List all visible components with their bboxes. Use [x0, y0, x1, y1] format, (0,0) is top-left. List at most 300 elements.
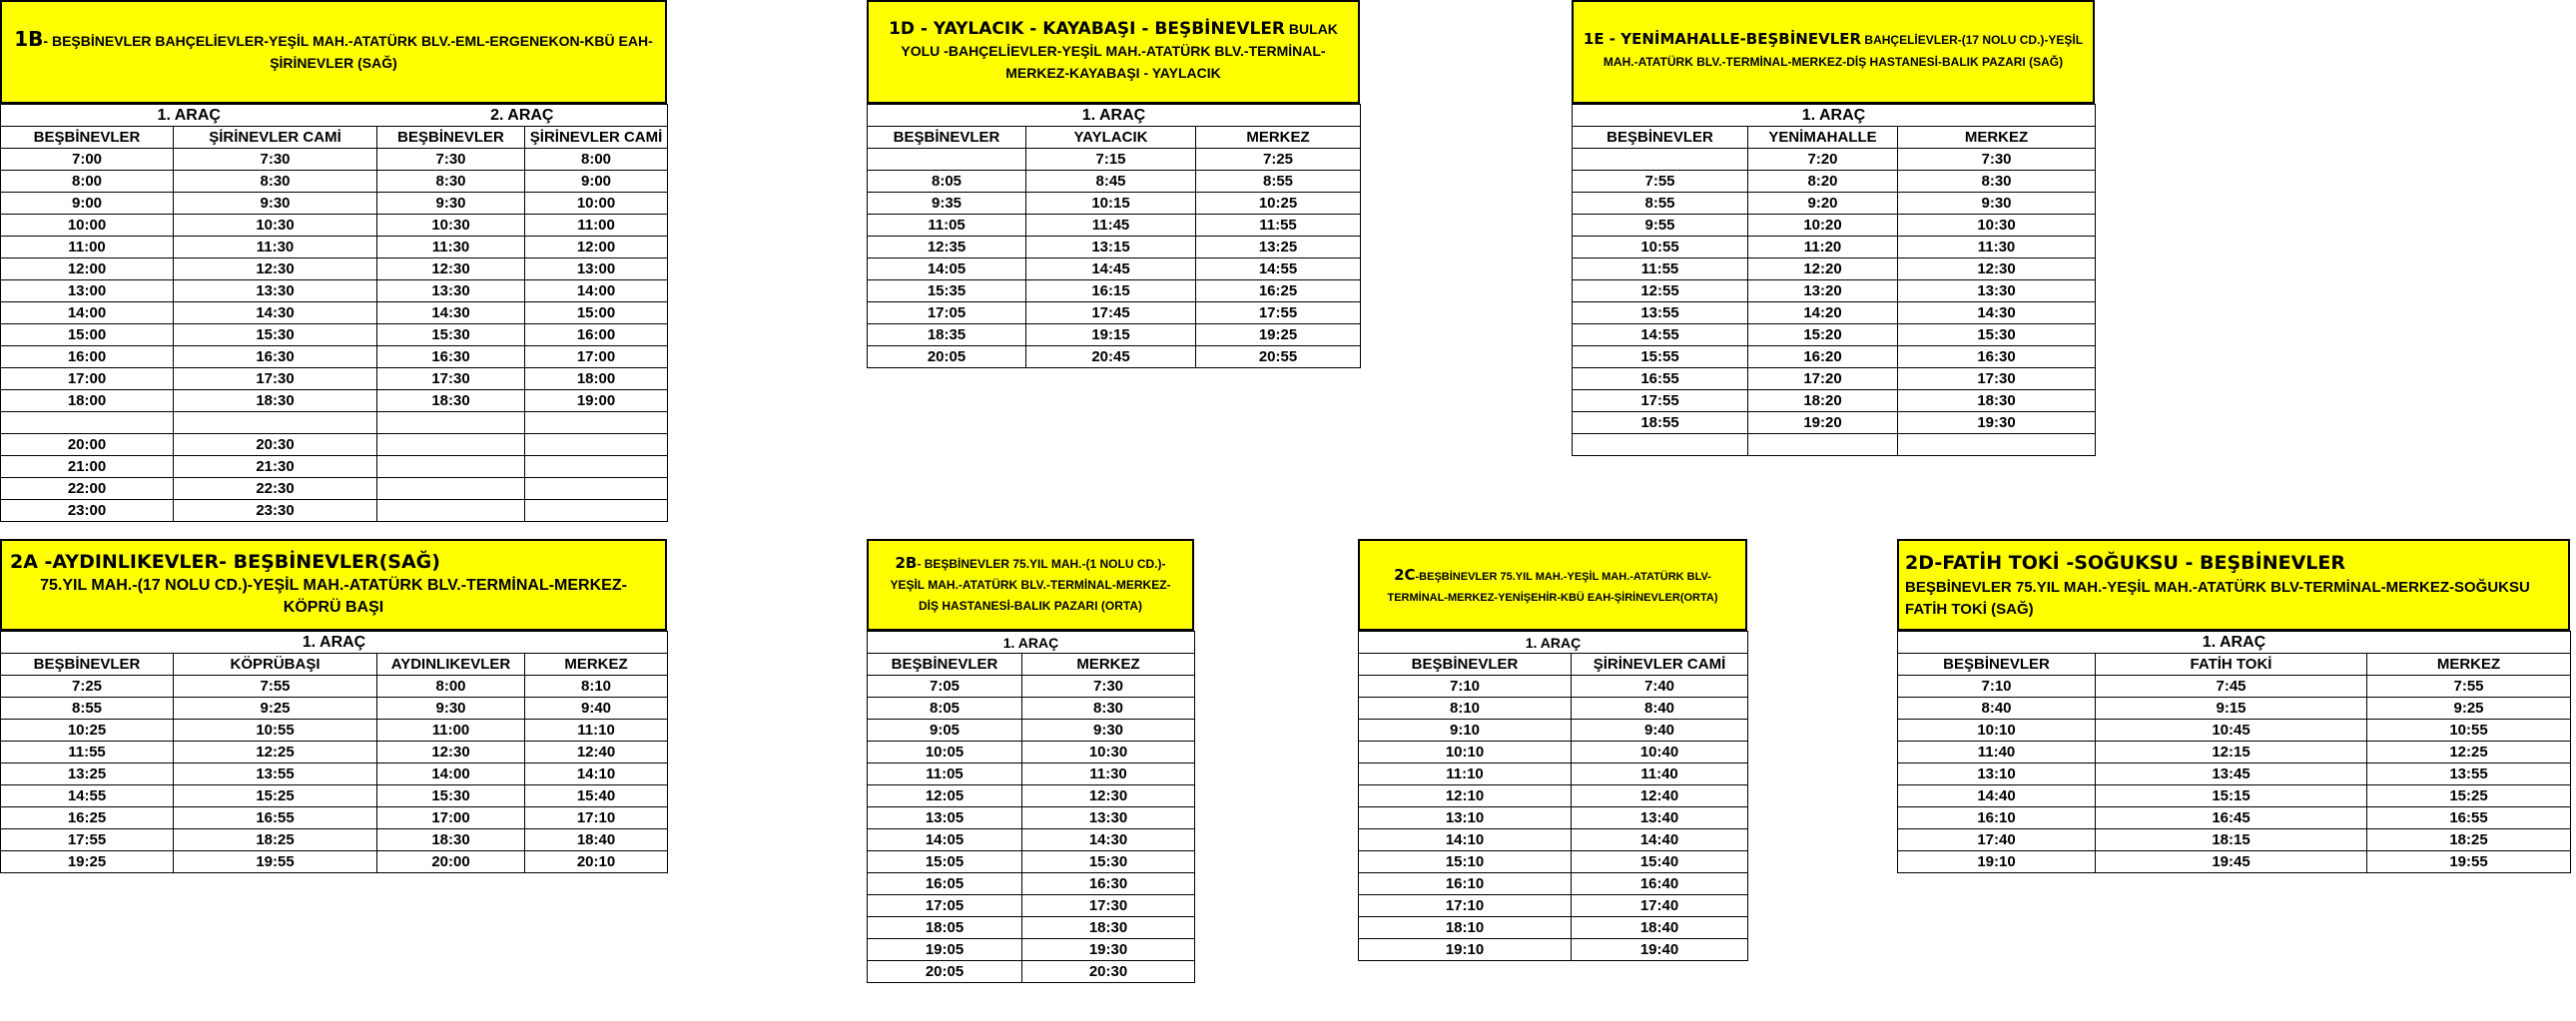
time-cell: 17:30: [174, 368, 377, 390]
schedule-row: [1359, 676, 1748, 698]
column-header: MERKEZ: [1022, 654, 1195, 676]
time-cell: 18:30: [377, 390, 525, 412]
time-cell: 9:25: [174, 698, 377, 720]
route-description: 75.YIL MAH.-(17 NOLU CD.)-YEŞİL MAH.-ATATÜRK BLV.-TERMİNAL-MERKEZ-KÖPRÜ BAŞI: [40, 577, 627, 616]
time-cell: 19:30: [1898, 412, 2096, 434]
schedule-row: [868, 215, 1361, 237]
time-cell: 13:45: [2096, 764, 2367, 785]
time-cell: 19:00: [525, 390, 668, 412]
time-cell: 9:30: [377, 193, 525, 215]
schedule-row: [868, 258, 1361, 280]
time-cell: 7:55: [174, 676, 377, 698]
time-cell: 8:55: [1, 698, 174, 720]
time-cell: 15:25: [174, 785, 377, 807]
time-cell: 11:05: [868, 215, 1026, 237]
time-cell: 12:25: [174, 742, 377, 764]
column-header: BEŞBİNEVLER: [1359, 654, 1572, 676]
schedule-row: [1573, 368, 2096, 390]
time-cell: 9:30: [1898, 193, 2096, 215]
time-cell: [1573, 149, 1748, 171]
time-cell: 10:55: [174, 720, 377, 742]
time-cell: 15:10: [1359, 851, 1572, 873]
time-cell: 18:30: [174, 390, 377, 412]
schedule-row: [1, 193, 668, 215]
schedule-row: [1573, 237, 2096, 258]
route-title: 2D-FATİH TOKİ -SOĞUKSU - BEŞBİNEVLER: [1905, 552, 2346, 574]
time-cell: 18:25: [2367, 829, 2571, 851]
schedule-row: [1898, 720, 2571, 742]
time-cell: 15:35: [868, 280, 1026, 302]
column-header: BEŞBİNEVLER: [1573, 127, 1748, 149]
time-cell: 8:40: [1898, 698, 2096, 720]
schedule-row: [1, 742, 668, 764]
schedule-row: [1573, 434, 2096, 456]
time-cell: 21:30: [174, 456, 377, 478]
time-cell: 15:15: [2096, 785, 2367, 807]
schedule-row: [868, 895, 1195, 917]
timetable-2a-header: [0, 539, 667, 631]
time-cell: 14:30: [377, 302, 525, 324]
timetable-2c-header: [1358, 539, 1747, 631]
column-header: AYDINLIKEVLER: [377, 654, 525, 676]
schedule-row: [1359, 807, 1748, 829]
column-header: YENİMAHALLE: [1748, 127, 1898, 149]
timetable-1d-header: [867, 0, 1360, 104]
time-cell: 10:30: [1022, 742, 1195, 764]
time-cell: 7:45: [2096, 676, 2367, 698]
schedule-row: [868, 149, 1361, 171]
column-headers: [1, 127, 668, 149]
column-header: FATİH TOKİ: [2096, 654, 2367, 676]
time-cell: 9:30: [174, 193, 377, 215]
column-headers: [868, 127, 1361, 149]
time-cell: 8:30: [377, 171, 525, 193]
time-cell: 14:05: [868, 829, 1022, 851]
vehicle-label: 1. ARAÇ: [1, 632, 668, 654]
time-cell: 20:30: [174, 434, 377, 456]
time-cell: [525, 456, 668, 478]
time-cell: 11:55: [1196, 215, 1361, 237]
time-cell: 20:10: [525, 851, 668, 873]
column-headers: [868, 654, 1195, 676]
route-description-3: MERKEZ-KAYABAŞI - YAYLACIK: [1005, 65, 1221, 81]
schedule-row: [1, 785, 668, 807]
schedule-table: [1897, 631, 2571, 873]
time-cell: 16:10: [1898, 807, 2096, 829]
time-cell: 16:25: [1, 807, 174, 829]
time-cell: 9:35: [868, 193, 1026, 215]
time-cell: 15:40: [1572, 851, 1748, 873]
time-cell: 15:00: [1, 324, 174, 346]
time-cell: 10:55: [2367, 720, 2571, 742]
time-cell: 14:30: [174, 302, 377, 324]
time-cell: 8:55: [1573, 193, 1748, 215]
route-description-1: -BEŞBİNEVLER 75.YIL MAH.-YEŞİL MAH.-ATATÜRK BLV-: [1415, 571, 1711, 583]
time-cell: 13:00: [525, 258, 668, 280]
time-cell: 7:30: [377, 149, 525, 171]
time-cell: [868, 149, 1026, 171]
route-description-1: BULAK: [1288, 21, 1338, 37]
time-cell: 9:55: [1573, 215, 1748, 237]
time-cell: 9:00: [1, 193, 174, 215]
time-cell: 20:45: [1026, 346, 1196, 368]
time-cell: 20:05: [868, 346, 1026, 368]
time-cell: 16:30: [174, 346, 377, 368]
schedule-row: [868, 676, 1195, 698]
time-cell: 10:00: [1, 215, 174, 237]
time-cell: 12:30: [1022, 785, 1195, 807]
time-cell: 13:20: [1748, 280, 1898, 302]
schedule-row: [1359, 698, 1748, 720]
schedule-row: [1, 368, 668, 390]
time-cell: 16:10: [1359, 873, 1572, 895]
time-cell: 18:00: [1, 390, 174, 412]
time-cell: 16:55: [174, 807, 377, 829]
column-header: BEŞBİNEVLER: [1898, 654, 2096, 676]
time-cell: 14:40: [1572, 829, 1748, 851]
schedule-row: [1573, 302, 2096, 324]
schedule-row: [1898, 764, 2571, 785]
schedule-row: [1, 720, 668, 742]
time-cell: 8:30: [1022, 698, 1195, 720]
time-cell: 17:55: [1196, 302, 1361, 324]
time-cell: 11:00: [377, 720, 525, 742]
time-cell: 23:00: [1, 500, 174, 522]
time-cell: 15:30: [377, 324, 525, 346]
time-cell: 8:30: [1898, 171, 2096, 193]
time-cell: 19:20: [1748, 412, 1898, 434]
time-cell: 17:10: [1359, 895, 1572, 917]
time-cell: 8:30: [174, 171, 377, 193]
schedule-row: [1898, 698, 2571, 720]
schedule-row: [1, 698, 668, 720]
route-title: 1E - YENİMAHALLE-BEŞBİNEVLER: [1583, 30, 1862, 48]
time-cell: 11:00: [525, 215, 668, 237]
time-cell: 9:30: [1022, 720, 1195, 742]
schedule-row: [1, 346, 668, 368]
timetable-2b-header: [867, 539, 1194, 631]
time-cell: 12:20: [1748, 258, 1898, 280]
time-cell: 18:05: [868, 917, 1022, 939]
time-cell: 11:30: [1898, 237, 2096, 258]
time-cell: 7:25: [1, 676, 174, 698]
time-cell: 7:20: [1748, 149, 1898, 171]
schedule-row: [1359, 829, 1748, 851]
time-cell: 13:55: [1573, 302, 1748, 324]
time-cell: 9:30: [377, 698, 525, 720]
time-cell: 17:05: [868, 895, 1022, 917]
time-cell: 10:10: [1359, 742, 1572, 764]
time-cell: 8:20: [1748, 171, 1898, 193]
timetable-2b: [867, 539, 1194, 983]
schedule-row: [1573, 193, 2096, 215]
time-cell: 11:05: [868, 764, 1022, 785]
time-cell: 10:05: [868, 742, 1022, 764]
time-cell: 7:40: [1572, 676, 1748, 698]
route-description-2: MAH.-ATATÜRK BLV.-TERMİNAL-MERKEZ-DİŞ HASTANESİ-BALIK PAZARI (SAĞ): [1603, 55, 2064, 69]
column-header: YAYLACIK: [1026, 127, 1196, 149]
schedule-table: [1358, 631, 1748, 961]
time-cell: 15:55: [1573, 346, 1748, 368]
time-cell: 14:10: [1359, 829, 1572, 851]
column-header: MERKEZ: [1196, 127, 1361, 149]
time-cell: 8:45: [1026, 171, 1196, 193]
time-cell: 15:30: [1022, 851, 1195, 873]
time-cell: 12:40: [1572, 785, 1748, 807]
time-cell: 12:00: [525, 237, 668, 258]
time-cell: 15:00: [525, 302, 668, 324]
column-header: MERKEZ: [525, 654, 668, 676]
time-cell: 16:15: [1026, 280, 1196, 302]
schedule-table: [0, 631, 668, 873]
time-cell: 9:40: [1572, 720, 1748, 742]
time-cell: 16:00: [1, 346, 174, 368]
time-cell: 13:30: [1898, 280, 2096, 302]
schedule-row: [868, 961, 1195, 983]
timetable-2d-header: [1897, 539, 2570, 631]
schedule-row: [1, 676, 668, 698]
time-cell: 15:25: [2367, 785, 2571, 807]
schedule-row: [1, 258, 668, 280]
time-cell: 17:10: [525, 807, 668, 829]
schedule-row: [1, 807, 668, 829]
time-cell: [377, 456, 525, 478]
timetable-1e-header: [1572, 0, 2095, 104]
time-cell: 14:30: [1898, 302, 2096, 324]
time-cell: 19:45: [2096, 851, 2367, 873]
time-cell: 19:55: [2367, 851, 2571, 873]
schedule-row: [1, 171, 668, 193]
time-cell: 17:20: [1748, 368, 1898, 390]
timetable-1b-header: [0, 0, 667, 104]
time-cell: 7:30: [1898, 149, 2096, 171]
time-cell: 12:05: [868, 785, 1022, 807]
timetable-2a: [0, 539, 667, 873]
schedule-table: [867, 104, 1361, 368]
time-cell: 10:30: [377, 215, 525, 237]
time-cell: 18:55: [1573, 412, 1748, 434]
time-cell: 11:20: [1748, 237, 1898, 258]
time-cell: 11:30: [1022, 764, 1195, 785]
time-cell: 19:25: [1196, 324, 1361, 346]
schedule-row: [1898, 807, 2571, 829]
timetable-2d: [1897, 539, 2570, 873]
time-cell: 11:10: [525, 720, 668, 742]
schedule-row: [1359, 785, 1748, 807]
route-description-2: YEŞİL MAH.-ATATÜRK BLV.-TERMİNAL-MERKEZ-: [890, 578, 1171, 592]
time-cell: 8:40: [1572, 698, 1748, 720]
route-description: BEŞBİNEVLER 75.YIL MAH.-YEŞİL MAH.-ATATÜRK BLV-TERMİNAL-MERKEZ-SOĞUKSU FATİH TOKİ (SAĞ): [1905, 579, 2530, 618]
time-cell: 10:30: [1898, 215, 2096, 237]
schedule-row: [868, 698, 1195, 720]
time-cell: 14:45: [1026, 258, 1196, 280]
time-cell: 14:55: [1, 785, 174, 807]
schedule-table: [867, 631, 1195, 983]
route-code: 2C: [1394, 566, 1416, 584]
time-cell: 14:40: [1898, 785, 2096, 807]
schedule-row: [1573, 390, 2096, 412]
time-cell: 13:10: [1898, 764, 2096, 785]
schedule-row: [868, 346, 1361, 368]
time-cell: 19:10: [1359, 939, 1572, 961]
time-cell: 20:00: [377, 851, 525, 873]
time-cell: 14:55: [1196, 258, 1361, 280]
schedule-row: [868, 917, 1195, 939]
schedule-row: [1573, 149, 2096, 171]
column-header: ŞİRİNEVLER CAMİ: [525, 127, 668, 149]
vehicle-label: 1. ARAÇ: [1, 105, 377, 127]
time-cell: 7:00: [1, 149, 174, 171]
schedule-row: [1573, 412, 2096, 434]
time-cell: 22:00: [1, 478, 174, 500]
time-cell: 18:30: [377, 829, 525, 851]
time-cell: 20:30: [1022, 961, 1195, 983]
schedule-row: [1, 280, 668, 302]
column-header: BEŞBİNEVLER: [1, 127, 174, 149]
schedule-row: [868, 764, 1195, 785]
schedule-table: [1572, 104, 2096, 456]
route-description-3: DİŞ HASTANESİ-BALIK PAZARI (ORTA): [919, 599, 1142, 613]
time-cell: 9:15: [2096, 698, 2367, 720]
time-cell: 20:05: [868, 961, 1022, 983]
column-header: MERKEZ: [1898, 127, 2096, 149]
schedule-row: [1573, 215, 2096, 237]
schedule-row: [1898, 785, 2571, 807]
schedule-row: [1, 478, 668, 500]
time-cell: 16:30: [1898, 346, 2096, 368]
column-header: KÖPRÜBAŞI: [174, 654, 377, 676]
schedule-row: [1359, 720, 1748, 742]
time-cell: 13:05: [868, 807, 1022, 829]
route-description-2: YOLU -BAHÇELİEVLER-YEŞİL MAH.-ATATÜRK BLV.-TERMİNAL-: [901, 43, 1326, 59]
time-cell: 14:10: [525, 764, 668, 785]
time-cell: 18:30: [1022, 917, 1195, 939]
column-header: BEŞBİNEVLER: [868, 654, 1022, 676]
time-cell: 19:30: [1022, 939, 1195, 961]
time-cell: [525, 434, 668, 456]
time-cell: [1573, 434, 1748, 456]
time-cell: 18:30: [1898, 390, 2096, 412]
route-description: - BEŞBİNEVLER BAHÇELİEVLER-YEŞİL MAH.-ATATÜRK BLV.-EML-ERGENEKON-KBÜ EAH-ŞİRİNEVLER (SAĞ): [43, 33, 653, 71]
time-cell: 13:55: [174, 764, 377, 785]
time-cell: 18:20: [1748, 390, 1898, 412]
route-description-1: BAHÇELİEVLER-(17 NOLU CD.)-YEŞİL: [1864, 33, 2084, 47]
time-cell: 16:30: [377, 346, 525, 368]
time-cell: 15:40: [525, 785, 668, 807]
time-cell: 8:55: [1196, 171, 1361, 193]
time-cell: 16:55: [1573, 368, 1748, 390]
schedule-row: [868, 171, 1361, 193]
time-cell: 13:10: [1359, 807, 1572, 829]
time-cell: 9:25: [2367, 698, 2571, 720]
time-cell: 18:15: [2096, 829, 2367, 851]
vehicle-label: 2. ARAÇ: [377, 105, 668, 127]
time-cell: 13:30: [377, 280, 525, 302]
time-cell: [525, 412, 668, 434]
schedule-row: [1359, 939, 1748, 961]
time-cell: 12:30: [174, 258, 377, 280]
time-cell: 9:20: [1748, 193, 1898, 215]
time-cell: 12:30: [1898, 258, 2096, 280]
time-cell: 19:55: [174, 851, 377, 873]
time-cell: 8:05: [868, 171, 1026, 193]
time-cell: 15:30: [1898, 324, 2096, 346]
route-code: 1B: [14, 27, 44, 51]
schedule-row: [868, 873, 1195, 895]
time-cell: 13:40: [1572, 807, 1748, 829]
time-cell: 17:05: [868, 302, 1026, 324]
column-header: BEŞBİNEVLER: [868, 127, 1026, 149]
time-cell: 18:10: [1359, 917, 1572, 939]
time-cell: 10:00: [525, 193, 668, 215]
time-cell: 14:00: [1, 302, 174, 324]
time-cell: 12:35: [868, 237, 1026, 258]
time-cell: 19:10: [1898, 851, 2096, 873]
schedule-row: [1573, 171, 2096, 193]
vehicle-label: 1. ARAÇ: [868, 632, 1195, 654]
schedule-row: [1359, 895, 1748, 917]
time-cell: 15:30: [377, 785, 525, 807]
time-cell: 8:10: [525, 676, 668, 698]
time-cell: 11:00: [1, 237, 174, 258]
schedule-row: [868, 324, 1361, 346]
vehicle-label: 1. ARAÇ: [868, 105, 1361, 127]
column-header: ŞİRİNEVLER CAMİ: [1572, 654, 1748, 676]
route-code: 2B: [895, 554, 918, 572]
schedule-row: [868, 237, 1361, 258]
schedule-row: [1, 764, 668, 785]
time-cell: 10:20: [1748, 215, 1898, 237]
time-cell: 8:00: [1, 171, 174, 193]
schedule-row: [1898, 851, 2571, 873]
schedule-row: [1, 434, 668, 456]
column-header: ŞİRİNEVLER CAMİ: [174, 127, 377, 149]
schedule-row: [1573, 346, 2096, 368]
schedule-row: [1898, 829, 2571, 851]
time-cell: 16:55: [2367, 807, 2571, 829]
schedule-row: [868, 280, 1361, 302]
time-cell: 8:00: [525, 149, 668, 171]
column-headers: [1573, 127, 2096, 149]
time-cell: 19:15: [1026, 324, 1196, 346]
schedule-row: [1, 237, 668, 258]
time-cell: 10:30: [174, 215, 377, 237]
schedule-row: [1898, 676, 2571, 698]
time-cell: 14:00: [525, 280, 668, 302]
schedule-row: [868, 742, 1195, 764]
time-cell: 15:30: [174, 324, 377, 346]
time-cell: 16:40: [1572, 873, 1748, 895]
time-cell: 20:00: [1, 434, 174, 456]
schedule-row: [1, 302, 668, 324]
time-cell: 12:55: [1573, 280, 1748, 302]
route-description-1: - BEŞBİNEVLER 75.YIL MAH.-(1 NOLU CD.)-: [917, 557, 1166, 571]
time-cell: [377, 478, 525, 500]
time-cell: 13:30: [1022, 807, 1195, 829]
time-cell: [525, 500, 668, 522]
time-cell: 14:55: [1573, 324, 1748, 346]
vehicle-label: 1. ARAÇ: [1359, 632, 1748, 654]
time-cell: 21:00: [1, 456, 174, 478]
time-cell: 9:40: [525, 698, 668, 720]
time-cell: 13:15: [1026, 237, 1196, 258]
schedule-row: [1359, 851, 1748, 873]
schedule-row: [1, 412, 668, 434]
time-cell: 19:05: [868, 939, 1022, 961]
time-cell: 7:55: [1573, 171, 1748, 193]
time-cell: 17:00: [1, 368, 174, 390]
schedule-table: [0, 104, 668, 522]
